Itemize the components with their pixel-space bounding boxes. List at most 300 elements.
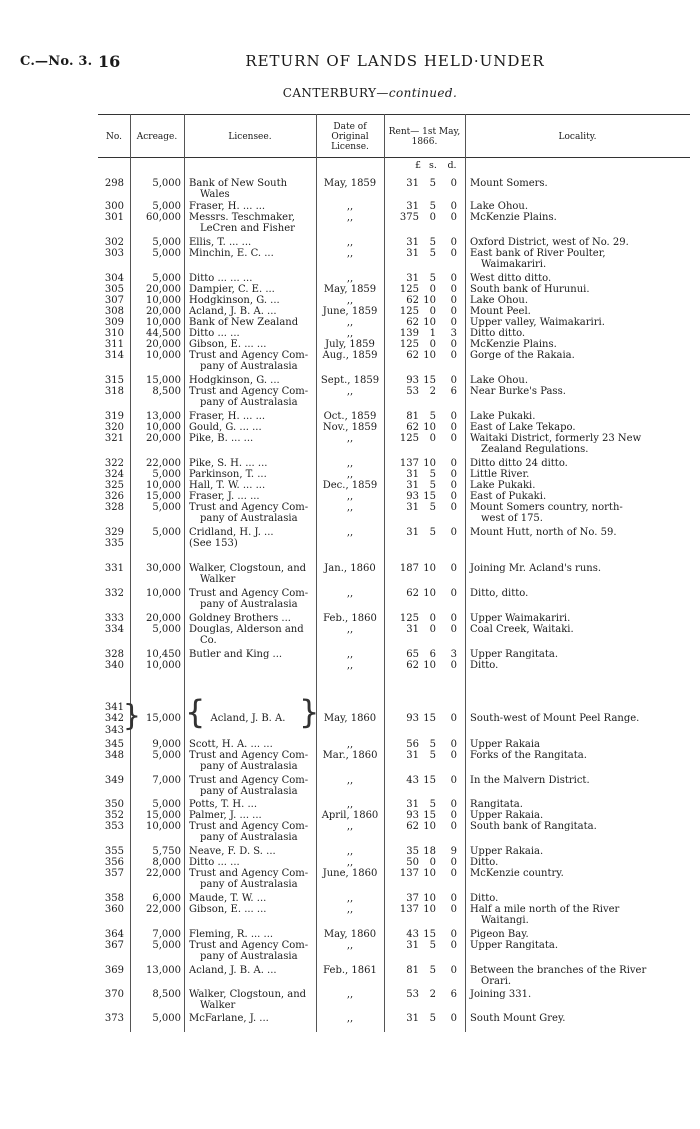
row-rent-pence: 6 <box>450 989 457 1000</box>
row-rent-pence: 3 <box>450 649 457 660</box>
row-rent-shillings: 10 <box>423 588 436 599</box>
row-rent-shillings: 0 <box>429 306 436 317</box>
licensee-line-1: Maude, T. W. ... <box>189 893 267 904</box>
licensee-line-1: Trust and Agency Com- <box>189 588 309 599</box>
row-locality <box>470 458 686 469</box>
row-licensee <box>189 422 313 433</box>
licensee-line-1: Walker, Clogstoun, and <box>189 989 307 1000</box>
locality-line-1: South-west of Mount Peel Range. <box>470 713 640 724</box>
row-number: 332 <box>104 588 124 599</box>
licensee-line-2: pany of Australasia <box>200 361 298 372</box>
row-locality <box>470 904 686 926</box>
row-rent-shillings: 0 <box>429 613 436 624</box>
licensee-line-1: Messrs. Teschmaker, <box>189 212 295 223</box>
row-date: ,, <box>346 469 354 480</box>
row-number: 321 <box>104 433 124 444</box>
row-licensee <box>189 613 313 624</box>
row-date: ,, <box>346 775 354 786</box>
licensee-line-1: Trust and Agency Com- <box>189 821 309 832</box>
row-acreage: 7,000 <box>152 775 181 786</box>
row-licensee <box>189 538 313 549</box>
row-locality <box>470 201 686 212</box>
row-rent-shillings: 10 <box>423 904 436 915</box>
row-licensee <box>189 295 313 306</box>
locality-line-1: Mount Somers. <box>470 178 548 189</box>
row-number: 370 <box>104 989 124 1000</box>
row-licensee <box>189 750 313 772</box>
row-rent-shillings: 5 <box>429 965 436 976</box>
row-date: June, 1860 <box>322 868 378 879</box>
row-rent-pounds: 62 <box>406 295 419 306</box>
row-rent-pence: 0 <box>450 411 457 422</box>
row-number: 324 <box>104 469 124 480</box>
row-licensee <box>189 433 313 444</box>
page-title: RETURN OF LANDS HELD·UNDER <box>245 52 545 70</box>
locality-line-1: Upper Rakaia. <box>470 846 544 857</box>
row-date: Aug., 1859 <box>322 350 378 361</box>
row-rent-pence: 0 <box>450 563 457 574</box>
row-locality <box>470 940 686 951</box>
row-rent-pounds: 93 <box>406 491 419 502</box>
row-rent-shillings: 10 <box>423 563 436 574</box>
row-locality <box>470 411 686 422</box>
row-rent-shillings: 1 <box>429 328 436 339</box>
licensee-line-1: Trust and Agency Com- <box>189 386 309 397</box>
row-rent-pence: 0 <box>450 433 457 444</box>
row-date: Feb., 1861 <box>323 965 377 976</box>
row-number: 342 <box>104 713 124 724</box>
licensee-line-1: (See 153) <box>189 538 238 549</box>
row-licensee <box>189 775 313 797</box>
licensee-line-1: Ditto ... ... ... <box>189 273 253 284</box>
row-rent-pounds: 65 <box>406 649 419 660</box>
row-licensee <box>189 178 313 200</box>
row-date: ,, <box>346 649 354 660</box>
licensee-line-2: pany of Australasia <box>200 761 298 772</box>
licensee-line-1: Douglas, Alderson and <box>189 624 304 635</box>
licensee-line-1: Trust and Agency Com- <box>189 750 309 761</box>
row-rent-pounds: 31 <box>406 799 419 810</box>
row-rent-pounds: 62 <box>406 588 419 599</box>
row-rent-pounds: 137 <box>399 458 419 469</box>
page-number: 16 <box>98 52 121 71</box>
locality-line-1: Upper valley, Waimakariri. <box>470 317 605 328</box>
row-rent-shillings: 5 <box>429 799 436 810</box>
row-rent-pounds: 62 <box>406 821 419 832</box>
row-locality <box>470 660 686 671</box>
shillings-symbol: s. <box>429 160 437 171</box>
locality-line-1: Gorge of the Rakaia. <box>470 350 575 361</box>
row-rent-pounds: 50 <box>406 857 419 868</box>
locality-line-1: East of Pukaki. <box>470 491 547 502</box>
row-rent-pence: 0 <box>450 750 457 761</box>
row-number: 310 <box>104 328 124 339</box>
row-date: ,, <box>346 989 354 1000</box>
row-date: Mar., 1860 <box>322 750 378 761</box>
row-rent-pounds: 43 <box>406 929 419 940</box>
row-number: 319 <box>104 411 124 422</box>
row-rent-shillings: 5 <box>429 469 436 480</box>
row-date: Jan., 1860 <box>324 563 376 574</box>
row-number: 367 <box>104 940 124 951</box>
row-acreage: 22,000 <box>146 904 181 915</box>
section-subtitle <box>0 86 700 100</box>
row-rent-shillings: 18 <box>423 846 436 857</box>
row-locality <box>470 386 686 397</box>
row-rent-pence: 0 <box>450 491 457 502</box>
row-number: 326 <box>104 491 124 502</box>
row-number: 352 <box>104 810 124 821</box>
row-locality <box>470 857 686 868</box>
row-date: ,, <box>346 237 354 248</box>
row-date: ,, <box>346 273 354 284</box>
locality-line-1: Lake Ohou. <box>470 201 529 212</box>
row-date: ,, <box>346 660 354 671</box>
row-rent-pounds: 139 <box>399 328 419 339</box>
row-acreage: 5,000 <box>152 750 181 761</box>
row-locality <box>470 739 686 750</box>
locality-line-1: Ditto ditto 24 ditto. <box>470 458 568 469</box>
row-locality <box>470 491 686 502</box>
row-licensee <box>189 527 313 538</box>
row-date: ,, <box>346 502 354 513</box>
licensee-line-1: Acland, J. B. A. <box>210 713 286 724</box>
row-rent-pence: 0 <box>450 178 457 189</box>
row-rent-pounds: 43 <box>406 775 419 786</box>
row-rent-shillings: 0 <box>429 212 436 223</box>
row-rent-shillings: 15 <box>423 775 436 786</box>
licensee-line-1: Goldney Brothers ... <box>189 613 291 624</box>
licensee-line-1: Gibson, E. ... ... <box>189 904 267 915</box>
licensee-line-1: Gibson, E. ... ... <box>189 339 267 350</box>
row-date: ,, <box>346 212 354 223</box>
locality-line-1: McKenzie Plains. <box>470 339 557 350</box>
row-number: 320 <box>104 422 124 433</box>
licensee-line-1: Dampier, C. E. ... <box>189 284 275 295</box>
row-rent-pence: 0 <box>450 868 457 879</box>
row-date: ,, <box>346 328 354 339</box>
row-acreage: 10,000 <box>146 588 181 599</box>
row-acreage: 5,000 <box>152 1013 181 1024</box>
row-locality <box>470 469 686 480</box>
left-brace-numbers: } <box>123 698 141 733</box>
row-acreage: 20,000 <box>146 433 181 444</box>
locality-line-2: Waitangi. <box>481 915 529 926</box>
row-number: 300 <box>104 201 124 212</box>
licensee-line-1: Fraser, H. ... ... <box>189 411 266 422</box>
row-number: 345 <box>104 739 124 750</box>
row-acreage: 44,500 <box>146 328 181 339</box>
locality-line-1: Upper Waimakariri. <box>470 613 571 624</box>
row-locality <box>470 713 686 724</box>
row-rent-shillings: 10 <box>423 893 436 904</box>
row-number: 328 <box>104 502 124 513</box>
row-licensee <box>189 458 313 469</box>
row-rent-pence: 0 <box>450 350 457 361</box>
row-rent-shillings: 10 <box>423 422 436 433</box>
row-rent-shillings: 15 <box>423 929 436 940</box>
row-locality <box>470 306 686 317</box>
row-locality <box>470 433 686 455</box>
licensee-line-1: Hodgkinson, G. ... <box>189 295 280 306</box>
row-number: 304 <box>104 273 124 284</box>
row-date: May, 1860 <box>323 929 377 940</box>
row-locality <box>470 350 686 361</box>
row-rent-pounds: 31 <box>406 201 419 212</box>
locality-line-1: Between the branches of the River <box>470 965 647 976</box>
row-number: 353 <box>104 821 124 832</box>
row-rent-shillings: 5 <box>429 480 436 491</box>
row-rent-pence: 3 <box>450 328 457 339</box>
row-rent-pence: 0 <box>450 940 457 951</box>
row-rent-pounds: 35 <box>406 846 419 857</box>
row-rent-pence: 0 <box>450 1013 457 1024</box>
licensee-line-2: Walker <box>200 574 236 585</box>
row-number: 311 <box>104 339 124 350</box>
row-date: April, 1860 <box>321 810 379 821</box>
licensee-line-1: Trust and Agency Com- <box>189 502 309 513</box>
row-rent-pence: 0 <box>450 588 457 599</box>
row-date: Dec., 1859 <box>322 480 378 491</box>
row-licensee <box>189 502 313 524</box>
row-acreage: 8,000 <box>152 857 181 868</box>
row-acreage: 5,000 <box>152 940 181 951</box>
row-licensee <box>189 904 313 915</box>
row-date: ,, <box>346 295 354 306</box>
row-licensee <box>189 810 313 821</box>
column-divider <box>465 114 466 1032</box>
row-rent-shillings: 5 <box>429 739 436 750</box>
row-date: ,, <box>346 846 354 857</box>
licensee-line-1: Parkinson, T. ... <box>189 469 267 480</box>
licensee-line-1: Butler and King ... <box>189 649 283 660</box>
row-rent-pounds: 125 <box>399 613 419 624</box>
row-locality <box>470 649 686 660</box>
licensee-line-1: Palmer, J. ... ... <box>189 810 262 821</box>
row-acreage: 7,000 <box>152 929 181 940</box>
row-rent-pounds: 53 <box>406 386 419 397</box>
pounds-symbol: £ <box>414 160 422 171</box>
locality-line-1: South bank of Rangitata. <box>470 821 597 832</box>
row-number: 333 <box>104 613 124 624</box>
locality-line-1: Joining Mr. Acland's runs. <box>470 563 602 574</box>
row-acreage: 5,750 <box>152 846 181 857</box>
row-number: 322 <box>104 458 124 469</box>
row-rent-pence: 0 <box>450 317 457 328</box>
row-rent-pence: 0 <box>450 480 457 491</box>
row-locality <box>470 295 686 306</box>
row-acreage: 9,000 <box>152 739 181 750</box>
row-licensee <box>189 821 313 843</box>
row-rent-pounds: 137 <box>399 904 419 915</box>
row-rent-pence: 0 <box>450 527 457 538</box>
row-locality <box>470 624 686 635</box>
row-number: 348 <box>104 750 124 761</box>
row-number: 329 <box>104 527 124 538</box>
row-acreage: 22,000 <box>146 868 181 879</box>
row-number: 315 <box>104 375 124 386</box>
row-licensee <box>189 563 313 585</box>
licensee-line-1: Trust and Agency Com- <box>189 868 309 879</box>
row-number: 309 <box>104 317 124 328</box>
locality-line-1: Oxford District, west of No. 29. <box>470 237 629 248</box>
row-licensee <box>189 868 313 890</box>
row-licensee <box>189 237 313 248</box>
column-header-licensee: Licensee. <box>228 132 272 142</box>
licensee-line-2: LeCren and Fisher <box>200 223 295 234</box>
licensee-line-1: Gould, G. ... ... <box>189 422 262 433</box>
row-date: ,, <box>346 857 354 868</box>
row-acreage: 13,000 <box>146 411 181 422</box>
row-licensee <box>189 857 313 868</box>
row-locality <box>470 480 686 491</box>
row-locality <box>470 527 686 538</box>
row-number: 373 <box>104 1013 124 1024</box>
row-rent-shillings: 5 <box>429 1013 436 1024</box>
row-acreage: 15,000 <box>146 491 181 502</box>
row-number: 328 <box>104 649 124 660</box>
row-number: 305 <box>104 284 124 295</box>
row-licensee <box>189 212 313 234</box>
row-date: June, 1859 <box>322 306 378 317</box>
locality-line-1: Mount Hutt, north of No. 59. <box>470 527 617 538</box>
row-rent-pence: 0 <box>450 821 457 832</box>
row-licensee <box>200 713 296 724</box>
row-acreage: 10,000 <box>146 350 181 361</box>
row-rent-pence: 0 <box>450 660 457 671</box>
row-rent-pence: 0 <box>450 739 457 750</box>
licensee-line-2: pany of Australasia <box>200 832 298 843</box>
row-rent-pence: 0 <box>450 713 457 724</box>
licensee-line-1: Cridland, H. J. ... <box>189 527 274 538</box>
licensee-line-1: Fleming, R. ... ... <box>189 929 274 940</box>
row-locality <box>470 237 686 248</box>
row-rent-pounds: 93 <box>406 810 419 821</box>
row-licensee <box>189 1013 313 1024</box>
row-acreage: 5,000 <box>152 178 181 189</box>
subtitle-continued: continued. <box>388 86 458 100</box>
row-licensee <box>189 929 313 940</box>
licensee-line-1: Hall, T. W. ... ... <box>189 480 266 491</box>
row-acreage: 5,000 <box>152 273 181 284</box>
row-date: ,, <box>346 386 354 397</box>
locality-line-1: Coal Creek, Waitaki. <box>470 624 574 635</box>
row-rent-shillings: 10 <box>423 821 436 832</box>
row-rent-pounds: 93 <box>406 375 419 386</box>
row-rent-pence: 0 <box>450 273 457 284</box>
header-bottom-rule <box>98 157 690 158</box>
row-locality <box>470 178 686 189</box>
locality-line-1: Half a mile north of the River <box>470 904 620 915</box>
licensee-line-1: Acland, J. B. A. ... <box>189 965 277 976</box>
row-rent-shillings: 5 <box>429 411 436 422</box>
row-acreage: 13,000 <box>146 965 181 976</box>
row-rent-pounds: 125 <box>399 433 419 444</box>
row-locality <box>470 810 686 821</box>
row-rent-shillings: 6 <box>429 649 436 660</box>
row-date: ,, <box>346 739 354 750</box>
row-rent-pence: 0 <box>450 422 457 433</box>
row-date: ,, <box>346 940 354 951</box>
row-licensee <box>189 739 313 750</box>
row-number: 357 <box>104 868 124 879</box>
row-rent-pounds: 31 <box>406 502 419 513</box>
row-number: 303 <box>104 248 124 259</box>
locality-line-2: Orari. <box>481 976 512 987</box>
row-rent-pounds: 31 <box>406 750 419 761</box>
row-acreage: 20,000 <box>146 284 181 295</box>
row-rent-pounds: 62 <box>406 317 419 328</box>
licensee-line-2: pany of Australasia <box>200 513 298 524</box>
locality-line-1: Pigeon Bay. <box>470 929 529 940</box>
row-rent-pence: 0 <box>450 248 457 259</box>
row-rent-pounds: 31 <box>406 178 419 189</box>
row-rent-pounds: 375 <box>399 212 419 223</box>
row-rent-pence: 0 <box>450 929 457 940</box>
row-licensee <box>189 284 313 295</box>
row-rent-shillings: 15 <box>423 810 436 821</box>
row-acreage: 5,000 <box>152 237 181 248</box>
locality-line-1: Ditto ditto. <box>470 328 526 339</box>
row-licensee <box>189 201 313 212</box>
row-date: ,, <box>346 893 354 904</box>
row-number: 314 <box>104 350 124 361</box>
row-rent-shillings: 5 <box>429 527 436 538</box>
row-licensee <box>189 469 313 480</box>
left-brace-licensee: { <box>185 693 206 731</box>
column-header-rent: Rent— 1st May, 1866. <box>388 127 461 147</box>
locality-line-2: Zealand Regulations. <box>481 444 589 455</box>
row-acreage: 10,000 <box>146 821 181 832</box>
row-rent-shillings: 2 <box>429 386 436 397</box>
locality-line-1: Rangitata. <box>470 799 523 810</box>
row-number: 340 <box>104 660 124 671</box>
row-number: 298 <box>104 178 124 189</box>
row-number: 307 <box>104 295 124 306</box>
row-date: ,, <box>346 527 354 538</box>
locality-line-1: Lake Pukaki. <box>470 480 536 491</box>
licensee-line-1: Hodgkinson, G. ... <box>189 375 280 386</box>
row-number: 318 <box>104 386 124 397</box>
row-acreage: 10,000 <box>146 295 181 306</box>
locality-line-1: Joining 331. <box>470 989 532 1000</box>
licensee-line-1: Potts, T. H. ... <box>189 799 258 810</box>
row-rent-pence: 0 <box>450 237 457 248</box>
row-number: 364 <box>104 929 124 940</box>
row-acreage: 5,000 <box>152 799 181 810</box>
row-number: 308 <box>104 306 124 317</box>
group-number-343: 343 <box>104 725 124 736</box>
row-rent-pence: 0 <box>450 201 457 212</box>
row-locality <box>470 893 686 904</box>
row-acreage: 8,500 <box>152 386 181 397</box>
row-locality <box>470 284 686 295</box>
row-rent-pence: 0 <box>450 458 457 469</box>
column-divider <box>316 114 317 1032</box>
row-rent-pounds: 53 <box>406 989 419 1000</box>
row-acreage: 5,000 <box>152 201 181 212</box>
row-acreage: 30,000 <box>146 563 181 574</box>
row-date: May, 1860 <box>323 713 377 724</box>
locality-line-1: East of Lake Tekapo. <box>470 422 576 433</box>
row-rent-pounds: 93 <box>406 713 419 724</box>
row-date: ,, <box>346 821 354 832</box>
row-number: 334 <box>104 624 124 635</box>
row-date: Oct., 1859 <box>323 411 377 422</box>
row-rent-shillings: 5 <box>429 750 436 761</box>
row-rent-shillings: 2 <box>429 989 436 1000</box>
row-acreage: 15,000 <box>146 713 181 724</box>
